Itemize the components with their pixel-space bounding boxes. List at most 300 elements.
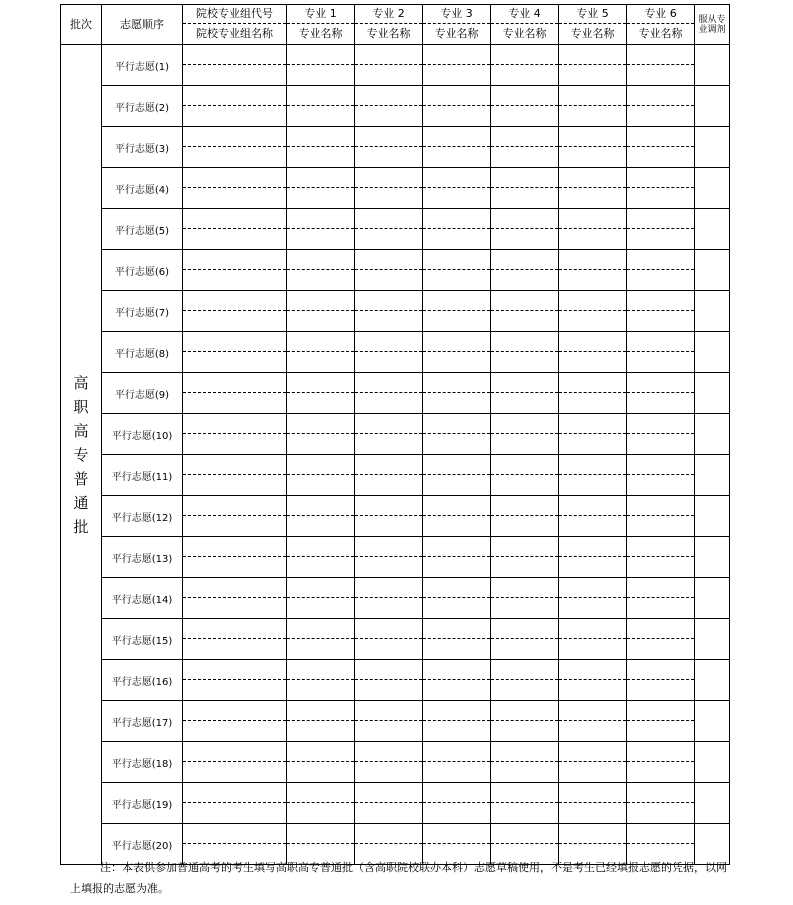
major-code-field[interactable] (423, 619, 491, 639)
group-name-field[interactable] (183, 639, 287, 660)
major-name-field[interactable] (423, 188, 491, 209)
major-name-field[interactable] (559, 65, 627, 86)
major-code-field[interactable] (491, 45, 559, 65)
major-name-field[interactable] (355, 65, 423, 86)
major-code-field[interactable] (559, 537, 627, 557)
major-code-field[interactable] (355, 537, 423, 557)
major-code-field[interactable] (491, 250, 559, 270)
group-code-field[interactable] (183, 824, 287, 844)
major-code-field[interactable] (559, 578, 627, 598)
major-code-field[interactable] (627, 250, 695, 270)
major-name-field[interactable] (491, 803, 559, 824)
major-code-field[interactable] (627, 619, 695, 639)
major-code-field[interactable] (491, 824, 559, 844)
group-code-field[interactable] (183, 209, 287, 229)
major-name-field[interactable] (627, 106, 695, 127)
major-name-field[interactable] (355, 270, 423, 291)
major-code-field[interactable] (287, 332, 355, 352)
major-code-field[interactable] (627, 783, 695, 803)
major-name-field[interactable] (627, 598, 695, 619)
major-code-field[interactable] (355, 414, 423, 434)
adjust-field[interactable] (695, 332, 730, 373)
major-code-field[interactable] (287, 455, 355, 475)
major-code-field[interactable] (355, 168, 423, 188)
major-code-field[interactable] (627, 127, 695, 147)
major-name-field[interactable] (491, 65, 559, 86)
major-name-field[interactable] (491, 106, 559, 127)
major-name-field[interactable] (627, 516, 695, 537)
major-name-field[interactable] (355, 557, 423, 578)
major-name-field[interactable] (287, 721, 355, 742)
major-code-field[interactable] (559, 455, 627, 475)
major-code-field[interactable] (423, 783, 491, 803)
major-code-field[interactable] (355, 660, 423, 680)
major-code-field[interactable] (423, 455, 491, 475)
major-code-field[interactable] (423, 209, 491, 229)
major-code-field[interactable] (287, 45, 355, 65)
major-code-field[interactable] (627, 291, 695, 311)
major-code-field[interactable] (627, 537, 695, 557)
batch-cell (61, 45, 102, 865)
major-code-field[interactable] (491, 127, 559, 147)
major-name-field[interactable] (559, 311, 627, 332)
group-name-field[interactable] (183, 147, 287, 168)
major-code-field[interactable] (355, 824, 423, 844)
group-name-field[interactable] (183, 516, 287, 537)
major-code-field[interactable] (355, 291, 423, 311)
major-name-field[interactable] (287, 352, 355, 373)
major-code-field[interactable] (355, 250, 423, 270)
group-code-field[interactable] (183, 537, 287, 557)
major-code-field[interactable] (423, 824, 491, 844)
major-code-field[interactable] (627, 414, 695, 434)
group-code-field[interactable] (183, 783, 287, 803)
major-code-field[interactable] (627, 701, 695, 721)
choice-label: 平行志愿(4) (102, 168, 183, 209)
major-code-field[interactable] (423, 86, 491, 106)
major-code-field[interactable] (423, 660, 491, 680)
major-code-field[interactable] (355, 742, 423, 762)
major-code-field[interactable] (287, 168, 355, 188)
major-code-field[interactable] (423, 701, 491, 721)
major-name-field[interactable] (287, 147, 355, 168)
major-code-field[interactable] (491, 578, 559, 598)
major-name-field[interactable] (355, 516, 423, 537)
major-code-field[interactable] (559, 619, 627, 639)
group-code-field[interactable] (183, 578, 287, 598)
major-code-field[interactable] (627, 373, 695, 393)
major-name-field[interactable] (355, 721, 423, 742)
major-name-field[interactable] (627, 762, 695, 783)
major-code-field[interactable] (423, 332, 491, 352)
group-code-field[interactable] (183, 86, 287, 106)
major-name-field[interactable] (287, 475, 355, 496)
adjust-field[interactable] (695, 168, 730, 209)
adjust-field[interactable] (695, 578, 730, 619)
major-name-field[interactable] (491, 557, 559, 578)
major-code-field[interactable] (287, 86, 355, 106)
major-name-field[interactable] (627, 803, 695, 824)
major-name-field[interactable] (355, 106, 423, 127)
group-name-field[interactable] (183, 680, 287, 701)
major-name-field[interactable] (287, 516, 355, 537)
major-name-field[interactable] (627, 557, 695, 578)
adjust-field[interactable] (695, 250, 730, 291)
major-code-field[interactable] (491, 332, 559, 352)
choice-label: 平行志愿(12) (102, 496, 183, 537)
major-name-field[interactable] (627, 270, 695, 291)
adjust-field[interactable] (695, 86, 730, 127)
group-code-field[interactable] (183, 742, 287, 762)
major-name-field[interactable] (627, 475, 695, 496)
major-code-field[interactable] (355, 455, 423, 475)
group-name-field[interactable] (183, 229, 287, 250)
choice-label: 平行志愿(15) (102, 619, 183, 660)
major-code-field[interactable] (287, 496, 355, 516)
major-name-field[interactable] (627, 188, 695, 209)
major-code-field[interactable] (423, 373, 491, 393)
adjust-field[interactable] (695, 619, 730, 660)
major-code-field[interactable] (423, 127, 491, 147)
major-code-field[interactable] (491, 660, 559, 680)
major-name-field[interactable] (491, 229, 559, 250)
major-name-field[interactable] (423, 557, 491, 578)
major-code-field[interactable] (559, 783, 627, 803)
major-code-field[interactable] (287, 127, 355, 147)
major-code-field[interactable] (287, 537, 355, 557)
major-code-field[interactable] (559, 168, 627, 188)
major-code-field[interactable] (423, 742, 491, 762)
major-name-field[interactable] (287, 598, 355, 619)
major-name-field[interactable] (423, 270, 491, 291)
group-code-field[interactable] (183, 373, 287, 393)
major-name-field[interactable] (491, 393, 559, 414)
major-name-field[interactable] (423, 434, 491, 455)
major-code-field[interactable] (423, 45, 491, 65)
major-name-field[interactable] (287, 270, 355, 291)
major-name-field[interactable] (491, 270, 559, 291)
major-code-field[interactable] (491, 86, 559, 106)
group-name-field[interactable] (183, 803, 287, 824)
major-name-field[interactable] (559, 229, 627, 250)
major-name-field[interactable] (627, 393, 695, 414)
major-name-field[interactable] (287, 434, 355, 455)
major-code-field[interactable] (627, 332, 695, 352)
major-name-field[interactable] (355, 598, 423, 619)
major-code-field[interactable] (491, 619, 559, 639)
major-name-field[interactable] (491, 639, 559, 660)
major-name-field[interactable] (355, 680, 423, 701)
major-name-field[interactable] (423, 598, 491, 619)
major-code-field[interactable] (627, 660, 695, 680)
adjust-field[interactable] (695, 537, 730, 578)
major-code-field[interactable] (287, 291, 355, 311)
major-name-field[interactable] (559, 188, 627, 209)
major-code-field[interactable] (355, 127, 423, 147)
major-name-field[interactable] (423, 393, 491, 414)
major-name-field[interactable] (627, 434, 695, 455)
major-name-field[interactable] (627, 65, 695, 86)
major-name-field[interactable] (423, 65, 491, 86)
major-name-field[interactable] (423, 762, 491, 783)
major-code-field[interactable] (355, 332, 423, 352)
major-name-field[interactable] (287, 229, 355, 250)
group-name-field[interactable] (183, 188, 287, 209)
major-code-field[interactable] (423, 414, 491, 434)
major-code-field[interactable] (559, 496, 627, 516)
major-name-field[interactable] (559, 393, 627, 414)
major-name-field[interactable] (559, 270, 627, 291)
major-code-field[interactable] (627, 168, 695, 188)
group-name-field[interactable] (183, 434, 287, 455)
group-code-field[interactable] (183, 701, 287, 721)
major-name-field[interactable] (287, 803, 355, 824)
group-code-field[interactable] (183, 414, 287, 434)
major-name-field[interactable] (559, 803, 627, 824)
group-code-field[interactable] (183, 496, 287, 516)
major-name-field[interactable] (491, 475, 559, 496)
major-code-field[interactable] (423, 578, 491, 598)
major-code-field[interactable] (627, 496, 695, 516)
major-code-field[interactable] (423, 291, 491, 311)
major-name-field[interactable] (627, 721, 695, 742)
group-name-field[interactable] (183, 475, 287, 496)
adjust-field[interactable] (695, 455, 730, 496)
adjust-field[interactable] (695, 496, 730, 537)
major-6-header: 专业 6 (627, 5, 695, 24)
major-code-field[interactable] (287, 824, 355, 844)
group-code-field[interactable] (183, 455, 287, 475)
major-code-field[interactable] (559, 701, 627, 721)
major-name-field[interactable] (287, 188, 355, 209)
major-name-field[interactable] (423, 516, 491, 537)
major-code-field[interactable] (491, 496, 559, 516)
major-name-field[interactable] (423, 311, 491, 332)
major-name-field[interactable] (287, 311, 355, 332)
major-name-field[interactable] (491, 680, 559, 701)
adjust-field[interactable] (695, 783, 730, 824)
major-name-field[interactable] (627, 680, 695, 701)
major-name-field[interactable] (559, 680, 627, 701)
adjust-field[interactable] (695, 209, 730, 250)
major-name-field[interactable] (355, 762, 423, 783)
major-code-field[interactable] (355, 45, 423, 65)
adjust-field[interactable] (695, 701, 730, 742)
group-code-field[interactable] (183, 45, 287, 65)
major-name-field[interactable] (423, 229, 491, 250)
major-name-field[interactable] (423, 106, 491, 127)
major-code-field[interactable] (355, 373, 423, 393)
adjust-field[interactable] (695, 373, 730, 414)
group-code-field[interactable] (183, 619, 287, 639)
major-name-field[interactable] (559, 721, 627, 742)
major-code-field[interactable] (627, 578, 695, 598)
major-name-field[interactable] (423, 475, 491, 496)
major-name-field[interactable] (355, 803, 423, 824)
major-code-field[interactable] (491, 701, 559, 721)
major-code-field[interactable] (423, 496, 491, 516)
major-code-field[interactable] (559, 127, 627, 147)
major-code-field[interactable] (491, 455, 559, 475)
group-code-field[interactable] (183, 291, 287, 311)
major-name-field[interactable] (423, 639, 491, 660)
adjust-field[interactable] (695, 414, 730, 455)
major-code-field[interactable] (287, 660, 355, 680)
major-code-field[interactable] (287, 578, 355, 598)
major-name-field[interactable] (559, 598, 627, 619)
group-code-field[interactable] (183, 660, 287, 680)
major-code-field[interactable] (355, 496, 423, 516)
major-code-field[interactable] (287, 373, 355, 393)
major-code-field[interactable] (287, 250, 355, 270)
major-code-field[interactable] (559, 45, 627, 65)
major-name-field[interactable] (423, 680, 491, 701)
major-name-field[interactable] (491, 352, 559, 373)
group-code-field[interactable] (183, 250, 287, 270)
major-code-field[interactable] (627, 86, 695, 106)
major-name-field[interactable] (559, 434, 627, 455)
major-name-field[interactable] (287, 639, 355, 660)
major-name-field[interactable] (559, 352, 627, 373)
major-code-field[interactable] (491, 168, 559, 188)
major-code-field[interactable] (355, 86, 423, 106)
major-code-field[interactable] (559, 660, 627, 680)
major-code-field[interactable] (559, 414, 627, 434)
major-code-field[interactable] (355, 619, 423, 639)
major-code-field[interactable] (559, 250, 627, 270)
adjust-field[interactable] (695, 660, 730, 701)
major-name-field[interactable] (559, 557, 627, 578)
major-name-field[interactable] (355, 352, 423, 373)
volunteer-table (60, 4, 730, 865)
major-name-field[interactable] (287, 680, 355, 701)
major-code-field[interactable] (627, 824, 695, 844)
adjust-field[interactable] (695, 291, 730, 332)
major-name-field[interactable] (355, 188, 423, 209)
group-name-field[interactable] (183, 762, 287, 783)
major-code-field[interactable] (491, 209, 559, 229)
major-code-field[interactable] (287, 742, 355, 762)
adjust-field[interactable] (695, 742, 730, 783)
major-name-field[interactable] (355, 639, 423, 660)
major-name-field[interactable] (423, 352, 491, 373)
group-name-field[interactable] (183, 557, 287, 578)
major-name-field[interactable] (355, 147, 423, 168)
major-name-field[interactable] (287, 65, 355, 86)
group-code-field[interactable] (183, 127, 287, 147)
major-name-field[interactable] (355, 475, 423, 496)
major-name-field[interactable] (423, 147, 491, 168)
major-name-field[interactable] (423, 721, 491, 742)
major-code-field[interactable] (559, 332, 627, 352)
group-name-field[interactable] (183, 311, 287, 332)
major-name-field[interactable] (559, 639, 627, 660)
group-name-field[interactable] (183, 721, 287, 742)
group-name-field[interactable] (183, 270, 287, 291)
major-code-field[interactable] (423, 168, 491, 188)
major-code-field[interactable] (559, 209, 627, 229)
major-code-field[interactable] (491, 373, 559, 393)
major-code-field[interactable] (423, 537, 491, 557)
major-code-field[interactable] (355, 783, 423, 803)
major-name-field[interactable] (627, 352, 695, 373)
major-code-field[interactable] (287, 619, 355, 639)
major-code-field[interactable] (491, 537, 559, 557)
major-name-field[interactable] (627, 229, 695, 250)
major-name-field[interactable] (559, 106, 627, 127)
major-code-field[interactable] (287, 701, 355, 721)
major-name-field[interactable] (287, 106, 355, 127)
major-code-field[interactable] (491, 783, 559, 803)
major-name-field[interactable] (627, 311, 695, 332)
major-name-field[interactable] (491, 762, 559, 783)
group-code-field[interactable] (183, 168, 287, 188)
table-row (61, 127, 730, 147)
major-code-field[interactable] (355, 578, 423, 598)
major-code-field[interactable] (423, 250, 491, 270)
adjust-field[interactable] (695, 45, 730, 86)
group-name-field[interactable] (183, 352, 287, 373)
group-code-field[interactable] (183, 332, 287, 352)
major-code-field[interactable] (491, 291, 559, 311)
major-name-field[interactable] (627, 639, 695, 660)
major-code-field[interactable] (559, 86, 627, 106)
major-name-field[interactable] (559, 762, 627, 783)
major-code-field[interactable] (559, 373, 627, 393)
major-name-field[interactable] (491, 434, 559, 455)
major-name-field[interactable] (287, 393, 355, 414)
major-code-field[interactable] (287, 414, 355, 434)
table-row (61, 783, 730, 803)
group-name-field[interactable] (183, 393, 287, 414)
group-name-field[interactable] (183, 106, 287, 127)
major-name-field[interactable] (491, 188, 559, 209)
major-code-field[interactable] (287, 209, 355, 229)
major-code-field[interactable] (287, 783, 355, 803)
major-name-field[interactable] (355, 311, 423, 332)
major-code-field[interactable] (627, 742, 695, 762)
major-code-field[interactable] (627, 209, 695, 229)
major-name-field[interactable] (355, 393, 423, 414)
major-name-field[interactable] (491, 516, 559, 537)
major-name-field[interactable] (287, 557, 355, 578)
major-code-field[interactable] (627, 455, 695, 475)
adjust-field[interactable] (695, 127, 730, 168)
major-code-field[interactable] (491, 742, 559, 762)
major-code-field[interactable] (559, 742, 627, 762)
major-code-field[interactable] (355, 701, 423, 721)
major-name-field[interactable] (627, 147, 695, 168)
group-name-field[interactable] (183, 598, 287, 619)
major-name-field[interactable] (491, 311, 559, 332)
major-name-field[interactable] (559, 516, 627, 537)
major-name-field[interactable] (491, 598, 559, 619)
major-code-field[interactable] (627, 45, 695, 65)
major-code-field[interactable] (559, 291, 627, 311)
major-name-field[interactable] (491, 721, 559, 742)
major-name-field[interactable] (559, 475, 627, 496)
major-name-field[interactable] (287, 762, 355, 783)
major-name-field[interactable] (355, 229, 423, 250)
major-code-field[interactable] (355, 209, 423, 229)
major-code-field[interactable] (559, 824, 627, 844)
major-name-field[interactable] (423, 803, 491, 824)
major-name-field[interactable] (491, 147, 559, 168)
group-name-field[interactable] (183, 65, 287, 86)
major-name-field[interactable] (355, 434, 423, 455)
major-code-field[interactable] (491, 414, 559, 434)
major-name-field[interactable] (559, 147, 627, 168)
